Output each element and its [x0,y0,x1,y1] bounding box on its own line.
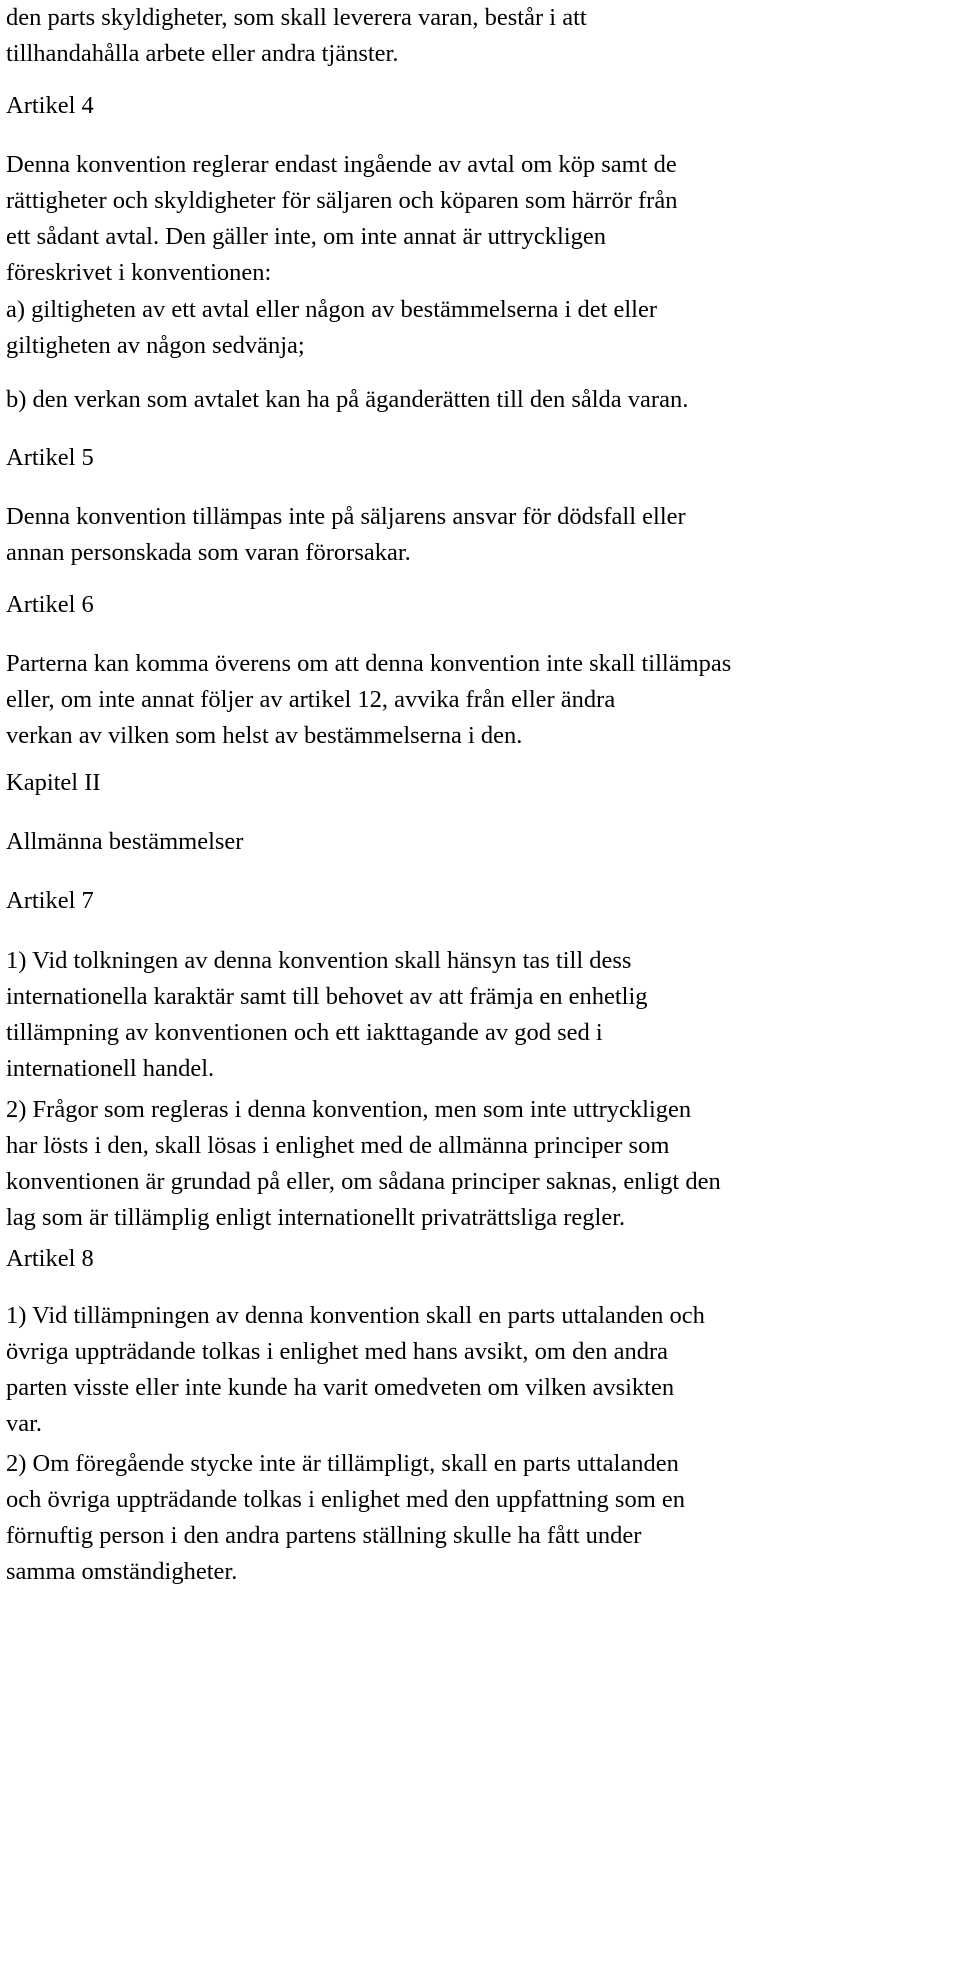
artikel-8-paragraph-1: 1) Vid tillämpningen av denna konvention skall en parts uttalanden och övriga uppträdande tolkas i enlighet med hans avsikt, om den andra parten visste eller inte kunde ha varit omedveten om vilken avsikten var. [6,1302,705,1437]
artikel-7-heading: Artikel 7 [6,887,94,914]
artikel-5-paragraph: Denna konvention tillämpas inte på säljarens ansvar för dödsfall eller annan personskada som varan förorsakar. [6,503,686,566]
artikel-8-heading: Artikel 8 [6,1245,94,1272]
artikel-6-paragraph: Parterna kan komma överens om att denna konvention inte skall tillämpas eller, om inte annat följer av artikel 12, avvika från eller ändra verkan av vilken som helst av bestämmelserna i den. [6,650,732,749]
kapitel-2-title: Allmänna bestämmelser [6,828,244,855]
artikel-6-heading: Artikel 6 [6,591,94,618]
kapitel-2-heading: Kapitel II [6,769,101,796]
intro-paragraph: den parts skyldigheter, som skall leverera varan, består i att tillhandahålla arbete eller andra tjänster. [6,4,587,67]
artikel-7-paragraph-2: 2) Frågor som regleras i denna konvention, men som inte uttryckligen har lösts i den, skall lösas i enlighet med de allmänna principer som konventionen är grundad på eller, om sådana principer saknas, enligt den lag som är tillämplig enligt internationellt privaträttsliga regler. [6,1096,721,1231]
artikel-5-heading: Artikel 5 [6,444,94,471]
artikel-8-paragraph-2: 2) Om föregående stycke inte är tillämpligt, skall en parts uttalanden och övriga uppträdande tolkas i enlighet med den uppfattning som en förnuftig person i den andra partens ställning skulle ha fått under samma omständigheter. [6,1450,686,1585]
artikel-4-paragraph: Denna konvention reglerar endast ingående av avtal om köp samt de rättigheter och skyldigheter för säljaren och köparen som härrör från ett sådant avtal. Den gäller inte, om inte annat är uttryckligen föreskrivet i konventionen: [6,151,678,286]
artikel-4-item-b: b) den verkan som avtalet kan ha på äganderätten till den sålda varan. [6,386,689,413]
artikel-7-paragraph-1: 1) Vid tolkningen av denna konvention skall hänsyn tas till dess internationella karaktär samt till behovet av att främja en enhetlig tillämpning av konventionen och ett iakttagande av god sed i internationell handel. [6,947,648,1082]
artikel-4-item-a: a) giltigheten av ett avtal eller någon av bestämmelserna i det eller giltigheten av någon sedvänja; [6,296,658,359]
artikel-4-heading: Artikel 4 [6,92,94,119]
